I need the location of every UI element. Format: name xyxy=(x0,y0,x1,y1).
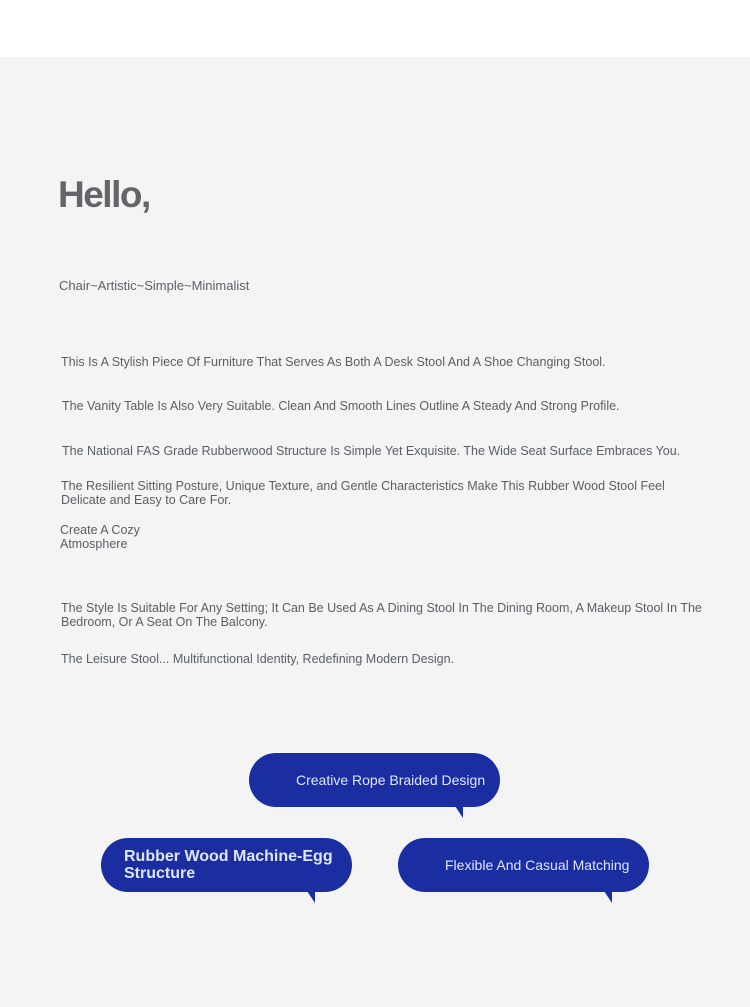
paragraph-desk-stool: This Is A Stylish Piece Of Furniture That Serves As Both A Desk Stool And A Shoe Changing Stool. xyxy=(61,355,606,369)
tagline: Chair~Artistic~Simple~Minimalist xyxy=(59,278,250,293)
paragraph-rubberwood: The National FAS Grade Rubberwood Structure Is Simple Yet Exquisite. The Wide Seat Surface Embraces You. xyxy=(62,444,681,458)
speech-tail-icon xyxy=(604,891,612,903)
feature-label: Flexible And Casual Matching xyxy=(445,856,630,873)
paragraph-any-setting: The Style Is Suitable For Any Setting; It Can Be Used As A Dining Stool In The Dining Room, A Makeup Stool In The Bedroom, Or A Seat On The Balcony. xyxy=(61,601,702,629)
speech-tail-icon xyxy=(455,806,463,818)
feature-label: Rubber Wood Machine-Egg Structure xyxy=(124,848,333,882)
top-strip xyxy=(0,0,750,57)
feature-bubble-rubber-wood xyxy=(101,838,352,892)
paragraph-sitting-posture: The Resilient Sitting Posture, Unique Texture, and Gentle Characteristics Make This Rubber Wood Stool Feel Delicate and Easy to Care For. xyxy=(61,479,665,507)
paragraph-vanity-table: The Vanity Table Is Also Very Suitable. Clean And Smooth Lines Outline A Steady And Strong Profile. xyxy=(62,399,620,413)
paragraph-leisure-stool: The Leisure Stool... Multifunctional Identity, Redefining Modern Design. xyxy=(61,652,455,666)
feature-label: Creative Rope Braided Design xyxy=(296,771,486,788)
paragraph-cozy-atmosphere: Create A Cozy Atmosphere xyxy=(60,523,140,551)
greeting-heading: Hello, xyxy=(58,174,150,215)
speech-tail-icon xyxy=(307,891,315,903)
feature-bubble-flexible xyxy=(398,838,649,892)
feature-bubble-rope-braided xyxy=(249,753,500,807)
